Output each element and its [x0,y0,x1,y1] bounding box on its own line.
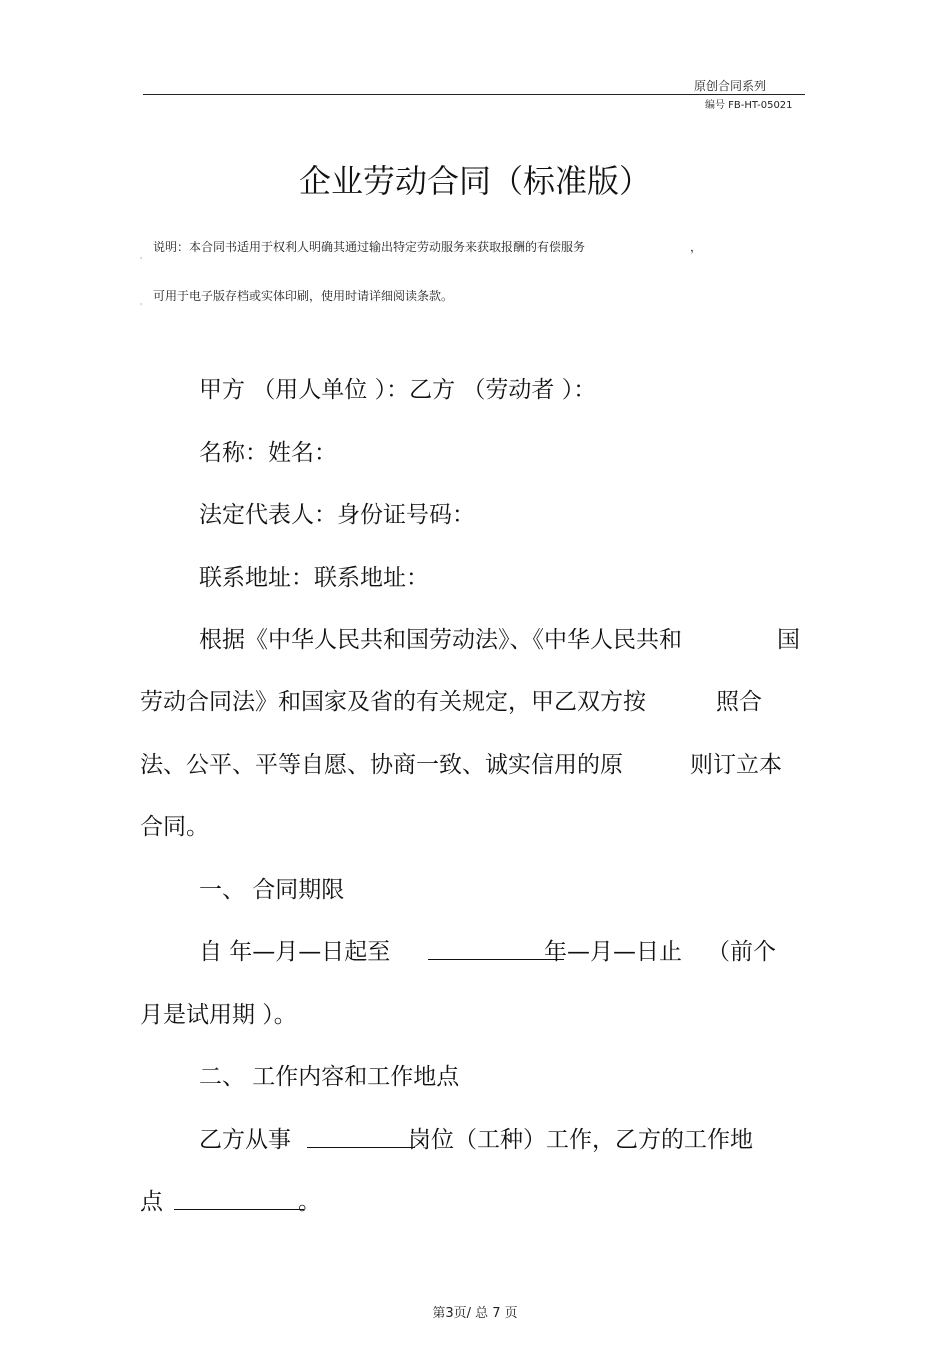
section-heading: 二、 工作内容和工作地点 [199,1064,460,1090]
parties-line: 名称：姓名： [199,440,337,466]
parties-line: 甲方 （用人单位 ）：乙方 （劳动者 ）： [199,377,597,403]
section1-text: 月是试用期 ）。 [140,1002,297,1028]
page-number: 第3页/ 总 7 页 [432,1306,518,1321]
preamble-line: 则订立本 [690,752,782,778]
parties-line: 联系地址：联系地址： [199,565,429,591]
section1-text: （前个 [707,939,776,965]
header-rule [143,94,805,95]
section2-text: 点 [140,1189,163,1215]
note-line-1: 说明：本合同书适用于权利人明确其通过输出特定劳动服务来获取报酬的有偿服务 [153,240,586,254]
section-heading: 一、 合同期限 [199,877,345,903]
section1-text: 年—月—日止 [544,939,682,965]
document-title: 企业劳动合同（标准版） [298,162,651,200]
preamble-line: 劳动合同法》和国家及省的有关规定，甲乙双方按 [140,689,646,715]
note-line-1-comma: ， [690,240,703,254]
preamble-line: 法、公平、平等自愿、协商一致、诚实信用的原 [140,752,623,778]
section2-text: 岗位（工种）工作，乙方的工作地 [408,1127,753,1153]
header-series-label: 原创合同系列 [694,79,767,93]
section1-text: 自 年—月—日起至 [199,939,391,965]
header-document-code: 编号 FB-HT-05021 [705,100,793,111]
preamble-line: 国 [777,627,800,653]
parties-line: 法定代表人：身份证号码： [199,502,475,528]
preamble-line: 根据《中华人民共和国劳动法》、《中华人民共和 [199,627,682,653]
preamble-line: 合同。 [140,814,209,840]
section2-text: 。 [298,1189,321,1215]
section2-text: 乙方从事 [199,1127,291,1153]
preamble-line: 照合 [716,689,762,715]
note-line-2: 可用于电子版存档或实体印刷，使用时请详细阅读条款。 [153,289,454,303]
blank-underline [307,1123,415,1148]
margin-tick: ' [140,256,143,265]
margin-tick: ' [140,302,143,311]
blank-underline [174,1185,304,1210]
